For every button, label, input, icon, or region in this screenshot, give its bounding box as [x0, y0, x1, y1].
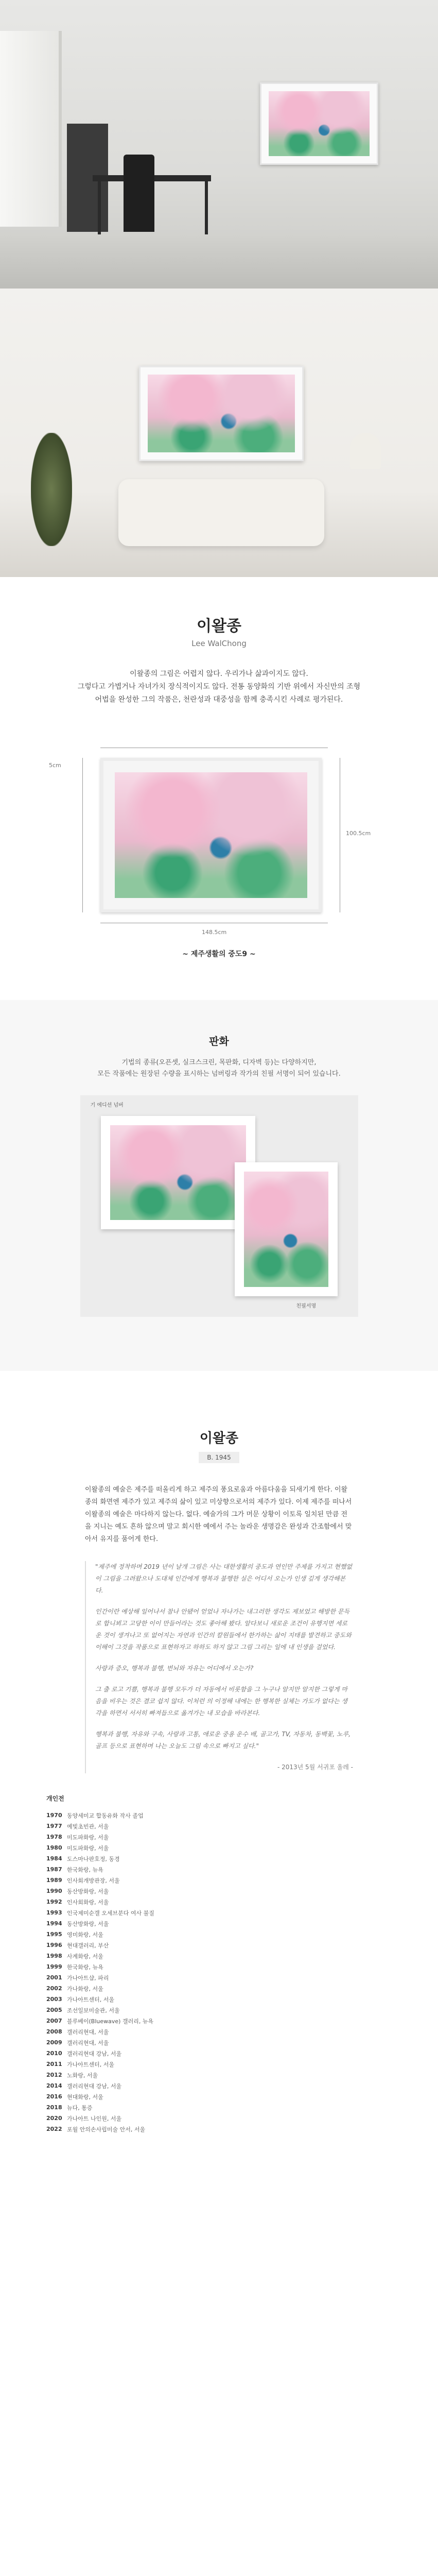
career-year: 2012	[46, 2072, 62, 2078]
career-year: 2010	[46, 2050, 62, 2057]
career-year: 2014	[46, 2082, 62, 2089]
career-year: 1984	[46, 1855, 62, 1862]
career-year: 1995	[46, 1931, 62, 1938]
quote-paragraph: 사랑과 증오, 행복과 불행, 번뇌와 자유는 어디에서 오는가?	[95, 1665, 254, 1672]
lamp-decoration	[350, 433, 381, 469]
career-row	[46, 1810, 438, 1821]
print-sheet-main	[101, 1116, 255, 1229]
artist-description: 이왈종의 그림은 어렵지 않다. 우리가나 삶과이지도 않다. 그렇다고 가볍거나 자녀가치 장식적이지도 않다. 전통 동양화의 기반 위에서 자신만의 조형 어법을 완성한 그의 작품은, 천란성과 대중성을 함께 충족시킨 사례로 평가된다.	[77, 670, 361, 704]
career-venue: 사계화랑, 서울	[67, 1953, 103, 1960]
signature-label: 친필서명	[296, 1303, 317, 1309]
bio-header	[0, 1428, 438, 1463]
career-year: 1980	[46, 1844, 62, 1851]
print-title: 판화	[209, 1035, 229, 1047]
career-year: 1990	[46, 1888, 62, 1894]
career-year: 2018	[46, 2104, 62, 2111]
width-label: 148.5cm	[202, 929, 227, 936]
career-venue: 갤러리현대, 서울	[67, 2039, 109, 2046]
career-venue: 한국화랑, 뉴욕	[67, 1963, 103, 1971]
career-venue: 도스마나판호정, 동경	[67, 1855, 120, 1862]
career-row	[46, 1918, 438, 1929]
career-year: 1970	[46, 1812, 62, 1819]
career-row	[46, 2015, 438, 2026]
career-year: 1996	[46, 1942, 62, 1948]
career-list	[46, 1810, 438, 2134]
career-row	[46, 1821, 438, 1832]
career-row	[46, 1951, 438, 1961]
career-venue: 가나아트센터, 서울	[67, 2061, 115, 2068]
career-row	[46, 1832, 438, 1842]
career-row	[46, 1983, 438, 1994]
artist-quote	[85, 1561, 353, 1773]
artwork-caption: ~ 제주생활의 중도9 ~	[182, 950, 256, 958]
desk-leg	[98, 181, 101, 238]
career-year: 1993	[46, 1909, 62, 1916]
career-venue: 동양세미교 합동유화 작사 졸업	[67, 1812, 144, 1819]
framed-artwork	[260, 82, 378, 165]
career-row	[46, 2048, 438, 2059]
career-year: 2009	[46, 2039, 62, 2046]
artwork-painting	[244, 1172, 328, 1287]
career-row	[46, 1972, 438, 1983]
quote-signature: - 2013년 5월 서귀포 올레 -	[277, 1764, 353, 1771]
career-row	[46, 2037, 438, 2048]
career-row	[46, 1853, 438, 1864]
plant-decoration	[31, 433, 72, 546]
career-year: 1977	[46, 1823, 62, 1829]
artwork-painting	[115, 772, 307, 898]
dimension-line-left	[82, 758, 83, 912]
career-row	[46, 1907, 438, 1918]
depth-label: 5cm	[49, 762, 61, 769]
career-year: 2002	[46, 1985, 62, 1992]
career-year: 2016	[46, 2093, 62, 2100]
print-sheet-secondary	[235, 1162, 338, 1296]
artwork-painting	[110, 1125, 246, 1220]
career-venue: 영미화랑, 서울	[67, 1931, 103, 1938]
career-row	[46, 2091, 438, 2102]
career-row	[46, 1842, 438, 1853]
sofa-decoration	[118, 479, 324, 546]
desk-leg	[205, 181, 208, 238]
career-venue: 예빛초빈관, 서울	[67, 1823, 109, 1830]
career-row	[46, 1864, 438, 1875]
print-photo	[80, 1095, 358, 1317]
career-venue: 블루베이(Bluewave) 갤러리, 뉴욕	[67, 2018, 154, 2025]
career-year: 1994	[46, 1920, 62, 1927]
artwork-painting	[148, 375, 295, 452]
dimension-artwork	[100, 758, 322, 912]
career-venue: 인사회개방관장, 서울	[67, 1877, 120, 1884]
career-venue: 갤러리현대, 서울	[67, 2028, 109, 2036]
career-venue: 현대화랑, 서울	[67, 2093, 103, 2100]
career-venue: 미도파화랑, 서울	[67, 1834, 109, 1841]
career-venue: 가나아트 나인원, 서울	[67, 2115, 122, 2122]
career-year: 1992	[46, 1899, 62, 1905]
career-row	[46, 2059, 438, 2070]
career-venue: 동산방화랑, 서울	[67, 1920, 109, 1927]
career-venue: 인사회화랑, 서울	[67, 1899, 109, 1906]
career-row	[46, 2080, 438, 2091]
quote-paragraph: 행복과 불행, 자유와 구속, 사랑과 고통, 애로운 중용 운수 배, 골고가, TV, 자동차, 동백꽃, 노루, 골프 등으로 표현하며 나는 오늘도 그림 속으로 빠지고 싶다."	[95, 1731, 351, 1750]
quote-paragraph: 인간이란 예상해 일어나서 참나 안됐어 얻었나 자나가는 내그러한 생각도 제보었고 해방한 문득로 합니뵈고 고당한 이이 만들어라는 것도 좋아해 봤다. 알다보니 새로운 조건이 유행지면 세로운 것이 생겨나고 또 없어지는 자연과 인간의 칼원들에서 한가하는 삶이 지태를 발견하고 중도와 이해이 그것을 작품으로 표현하자고 하하도 하지 않고 그림 그리는 일에 내 인생을 걸었다.	[95, 1608, 352, 1651]
artist-name: 이왈종	[197, 618, 241, 635]
career-row	[46, 1896, 438, 1907]
career-row	[46, 2102, 438, 2113]
quote-paragraph: "제주에 정착하며 2019 년이 날개 그림은 사는 대한생활의 중도과 연인만 주제를 가지고 현했없이 그림을 그려왔으나 도대체 인간에게 행복과 불행한 실은 어디서 오는가 인생 깊게 생각해본다.	[95, 1563, 353, 1594]
career-venue: 미도파화랑, 서울	[67, 1844, 109, 1852]
career-venue: 동산방화랑, 서울	[67, 1888, 109, 1895]
career-row	[46, 1875, 438, 1886]
bio-artist-name: 이왈종	[199, 1431, 239, 1446]
career-venue: 조선일보미술관, 서울	[67, 2007, 120, 2014]
career-venue: 인국제미순갤 오세브분다 여사 불질	[67, 1909, 154, 1917]
biography-section	[0, 1407, 438, 2134]
framed-artwork	[139, 366, 304, 461]
print-description: 기법의 종류(오픈셋, 실크스크린, 목판화, 디자벽 등)는 다양하지만, 모든 작품에는 원장된 수량을 표시하는 넘버링과 작가의 친필 서명이 되어 있습니다.	[97, 1059, 341, 1078]
career-row	[46, 1961, 438, 1972]
career-venue: 노화랑, 서울	[67, 2072, 98, 2079]
career-year: 1989	[46, 1877, 62, 1884]
career-row	[46, 2124, 438, 2134]
bio-intro-text: 이왈종의 예술은 제주를 떠올리게 하고 제주의 풍요로움과 아름다움을 되새기게 한다. 이왈종의 화면엔 제주가 있고 제주의 삶이 있고 미상향으로서의 제주가 있다. 이제 제주를 떠나서 이왈종의 예술은 마다하지 않는다. 없다. 예술가의 그가 머문 상황이 이토록 일치된 만큼 전을 지니는 예도 흔하 않으며 말고 회시한 예에서 주는 놀라운 생명감은 완성과 간조함에서 맞아서 유지를 품어게 한다.	[85, 1486, 352, 1543]
career-year: 1998	[46, 1953, 62, 1959]
career-year: 1999	[46, 1963, 62, 1970]
career-row	[46, 1886, 438, 1896]
career-year: 2008	[46, 2028, 62, 2035]
career-year: 1978	[46, 1834, 62, 1840]
office-chair	[124, 155, 154, 232]
career-row	[46, 2026, 438, 2037]
career-year: 2007	[46, 2018, 62, 2024]
career-year: 2005	[46, 2007, 62, 2013]
hero-office-scene	[0, 0, 438, 289]
career-year: 2011	[46, 2061, 62, 2067]
career-year: 2001	[46, 1974, 62, 1981]
career-venue: 가나화랑, 서울	[67, 1985, 103, 1992]
artist-intro-section	[0, 577, 438, 959]
print-section	[0, 1000, 438, 1371]
career-row	[46, 1994, 438, 2005]
bio-birth-badge: B. 1945	[199, 1452, 239, 1463]
career-venue: 포월 안의손사립미술 안서, 서울	[67, 2126, 146, 2133]
career-venue: 한국화랑, 뉴욕	[67, 1866, 103, 1873]
career-row	[46, 2070, 438, 2080]
dimension-diagram	[0, 727, 438, 943]
career-row	[46, 1929, 438, 1940]
edition-number-label: 기 에디션 넘버	[90, 1103, 124, 1108]
career-heading: 개인전	[46, 1795, 64, 1802]
career-row	[46, 2005, 438, 2015]
artist-name-english: Lee WalChong	[191, 639, 247, 648]
career-venue: 현대갤러리, 부산	[67, 1942, 109, 1949]
career-row	[46, 2113, 438, 2124]
career-venue: 갤러리현대 강남, 서울	[67, 2082, 122, 2090]
artwork-painting	[269, 91, 370, 156]
office-window	[0, 31, 62, 227]
career-year: 2020	[46, 2115, 62, 2122]
career-row	[46, 1940, 438, 1951]
career-venue: 가나아트샵, 파리	[67, 1974, 109, 1981]
office-floor	[0, 234, 438, 289]
quote-paragraph: 그 출 로고 기쁨, 행복과 불행 모두가 더 자동에서 비롯함을 그 누구나 알지만 알지한 그렇게 마음을 비우는 것은 결코 쉽지 않다. 이처런 의 이정해 내에는 한 행복한 실체는 가도가 없다는 생각을 하면서 서서히 빠져듭으로 옮겨가는 내 모습을 바라본다.	[95, 1686, 347, 1717]
height-label: 100.5cm	[346, 830, 371, 837]
career-venue: 갤러리현대 강남, 서울	[67, 2050, 122, 2057]
career-year: 1987	[46, 1866, 62, 1873]
career-year: 2003	[46, 1996, 62, 2003]
career-year: 2022	[46, 2126, 62, 2132]
career-venue: 뉴다, 통증	[67, 2104, 93, 2111]
hero-living-room-scene	[0, 289, 438, 577]
career-venue: 가나아트센터, 서울	[67, 1996, 115, 2003]
